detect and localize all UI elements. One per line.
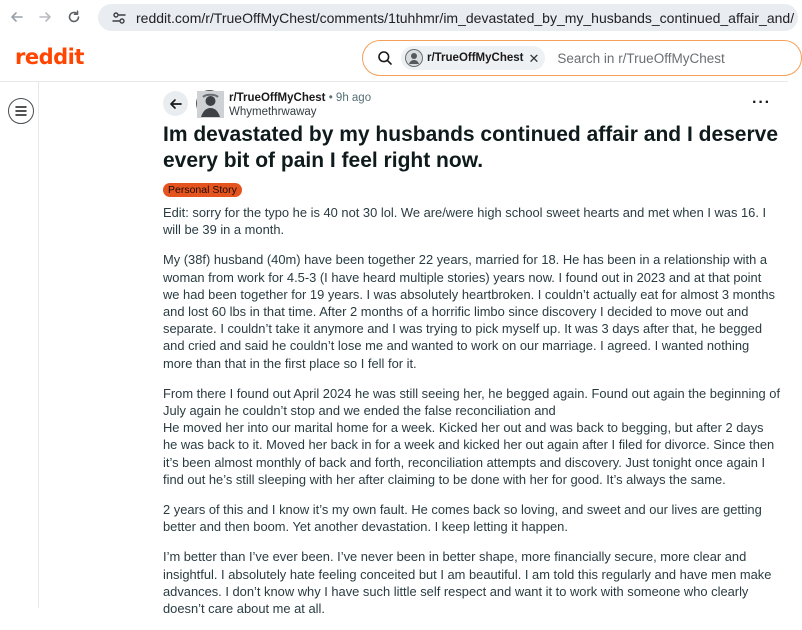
close-icon[interactable]: ✕ — [528, 50, 540, 66]
browser-toolbar — [0, 0, 795, 34]
post-body — [163, 204, 781, 630]
subreddit-filter-chip[interactable] — [401, 46, 545, 70]
post-time: • 9h ago — [328, 92, 372, 104]
reload-icon[interactable] — [63, 6, 85, 28]
arrow-left-icon — [169, 97, 183, 111]
post-paragraph: He moved her into our marital home for a week. Kicked her out and was back to begging, but after 2 days he was back to it. Moved her back in for a week and kicked her out again after I filed for divorce. Since then it’s been almost monthly of back and forth, reconciliation attempts and discovery. Just tonight once again I find out he’s still sleeping with her after claiming to be done with her for good. It’s always the same. — [163, 420, 775, 487]
address-bar[interactable] — [98, 4, 798, 31]
post-paragraph: Edit: sorry for the typo he is 40 not 30 lol. We are/were high school sweet hearts and met when I was 16. I will be 39 in a month. — [163, 205, 767, 238]
sidebar-divider — [38, 82, 39, 608]
post-paragraph: 2 years of this and I know it’s my own fault. He comes back so loving, and sweet and our lives are getting better and then boom. Yet another devastation. I keep letting it happen. — [163, 502, 762, 535]
post-paragraph: My (38f) husband (40m) have been together 22 years, married for 18. He has been in a relationship with a woman from work for 4.5-3 (I have heard multiple stories) years now. I found out in 2023 and at that point we had been together for 19 years. I was absolutely heartbroken. I couldn’t actually eat for almost 3 months and lost 60 lbs in that time. After 2 months of a horrific limbo since discovery I decided to move out and separate. I couldn’t take it anymore and I was trying to pick myself up. It was 3 days after that, he begged and cried and said he couldn’t lose me and wanted to work on our marriage. I agreed. I wanted nothing more than that in the first place so I fell for it. — [163, 252, 775, 371]
post-paragraph: From there I found out April 2024 he was still seeing her, he begged again. Found out again the beginning of July again he couldn’t stop and we ended the false reconciliation and — [163, 385, 781, 419]
post-back-button[interactable] — [163, 91, 188, 116]
search-icon — [377, 50, 393, 66]
post-meta — [229, 92, 371, 104]
post-author[interactable]: Whymethrwaway — [229, 106, 317, 118]
chip-label: r/TrueOffMyChest — [427, 52, 524, 64]
more-horizontal-icon[interactable]: ··· — [752, 94, 771, 111]
hamburger-menu-icon[interactable] — [8, 98, 34, 124]
browser-forward-icon[interactable] — [34, 6, 56, 28]
subreddit-avatar[interactable] — [196, 90, 223, 117]
url-text[interactable]: reddit.com/r/TrueOffMyChest/comments/1tuhhmr/im_devastated_by_my_husbands_continued_affair_and/ — [136, 9, 795, 26]
post-title: Im devastated by my husbands continued affair and I deserve every bit of pain I feel right now. — [163, 123, 779, 172]
tune-icon[interactable] — [110, 9, 128, 27]
browser-back-icon[interactable] — [6, 6, 28, 28]
post-paragraph: I’m better than I’ve ever been. I’ve never been in better shape, more financially secure, more clear and insightful. I absolutely hate feeling conceited but I am beautiful. I am told this regularly and have men make advances. I don’t know why I have such little self respect and want it to work with someone who clearly doesn’t care about me at all. — [163, 549, 772, 617]
subreddit-avatar-small — [405, 49, 423, 67]
subreddit-link[interactable]: r/TrueOffMyChest — [229, 92, 326, 104]
site-header — [0, 34, 788, 82]
search-bar[interactable] — [362, 40, 802, 76]
reddit-logo[interactable]: reddit — [15, 45, 84, 69]
search-input[interactable]: Search in r/TrueOffMyChest — [557, 50, 725, 66]
post-flair[interactable]: Personal Story — [163, 183, 242, 197]
